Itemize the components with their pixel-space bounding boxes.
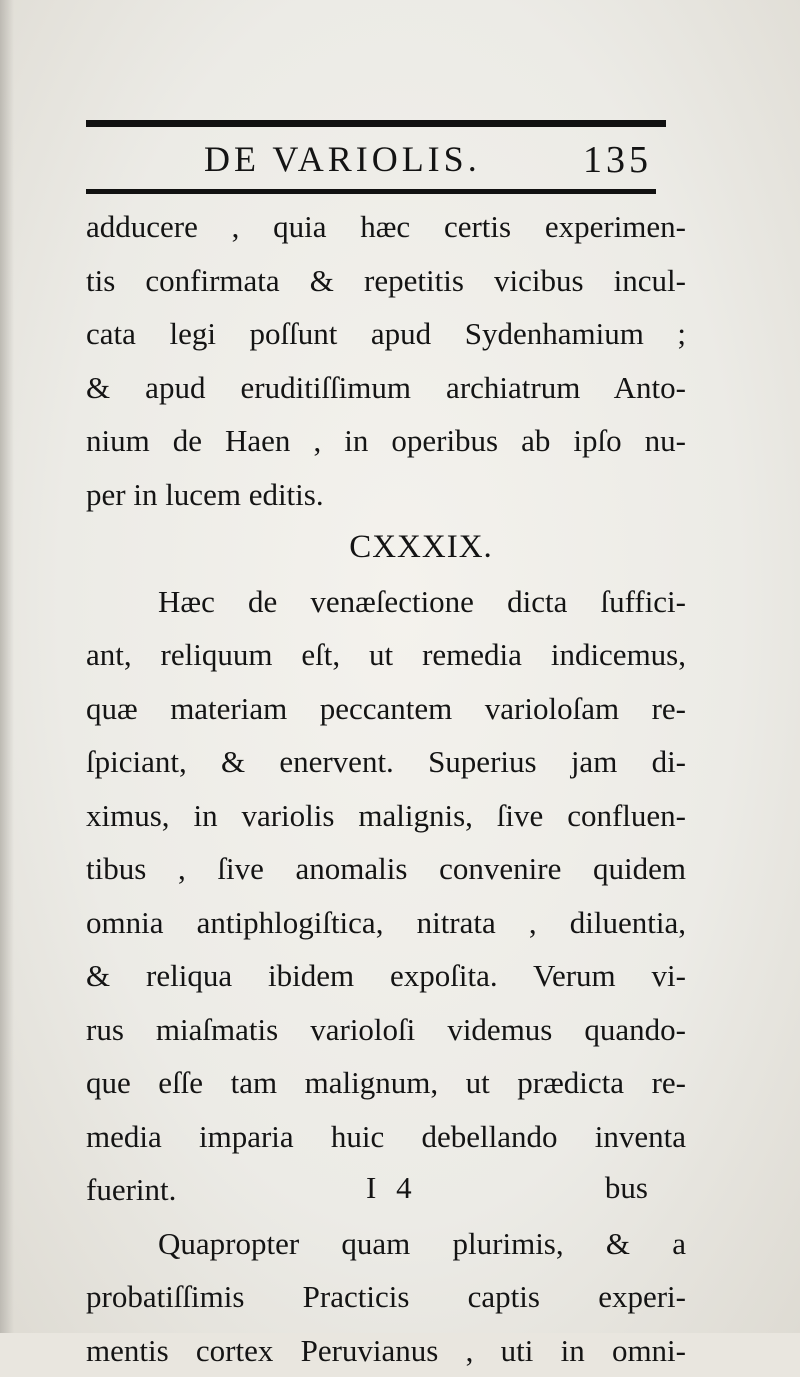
section-heading: CXXXIX. [86, 521, 686, 575]
text-line: fuerint. [86, 1163, 686, 1217]
paragraph [86, 1217, 686, 1377]
running-head: DE VARIOLIS. [204, 138, 481, 180]
text-line: Quapropter quam plurimis, & a [86, 1217, 686, 1271]
catchword: bus [605, 1170, 648, 1206]
gutter-shadow [0, 0, 14, 1333]
text-line: mentis cortex Peruvianus , uti in omni- [86, 1324, 686, 1377]
text-line: que eſſe tam malignum, ut prædicta re- [86, 1056, 686, 1110]
signature-mark: I 4 [366, 1170, 418, 1206]
text-line: & apud eruditiſſimum archiatrum Anto- [86, 361, 686, 415]
paragraph [86, 575, 686, 1217]
text-line: omnia antiphlogiſtica, nitrata , diluentia, [86, 896, 686, 950]
text-line: ant, reliquum eſt, ut remedia indicemus, [86, 628, 686, 682]
text-line: probatiſſimis Practicis captis experi- [86, 1270, 686, 1324]
text-line: & reliqua ibidem expoſita. Verum vi- [86, 949, 686, 1003]
text-line: tibus , ſive anomalis convenire quidem [86, 842, 686, 896]
text-line: tis confirmata & repetitis vicibus incul- [86, 254, 686, 308]
page-header [86, 138, 666, 184]
page-number: 135 [583, 138, 652, 182]
header-rule-bottom [86, 189, 656, 194]
paragraph [86, 200, 686, 521]
text-line: adducere , quia hæc certis experimen- [86, 200, 686, 254]
header-rule-top [86, 120, 666, 127]
text-line: cata legi poſſunt apud Sydenhamium ; [86, 307, 686, 361]
text-line: per in lucem editis. [86, 468, 686, 522]
text-line: ximus, in variolis malignis, ſive confluen- [86, 789, 686, 843]
page-footer [86, 1170, 686, 1220]
text-line: Hæc de venæſectione dicta ſuffici- [86, 575, 686, 629]
text-line: quæ materiam peccantem varioloſam re- [86, 682, 686, 736]
text-line: rus miaſmatis varioloſi videmus quando- [86, 1003, 686, 1057]
text-line: media imparia huic debellando inventa [86, 1110, 686, 1164]
text-line: ſpiciant, & enervent. Superius jam di- [86, 735, 686, 789]
text-line: nium de Haen , in operibus ab ipſo nu- [86, 414, 686, 468]
